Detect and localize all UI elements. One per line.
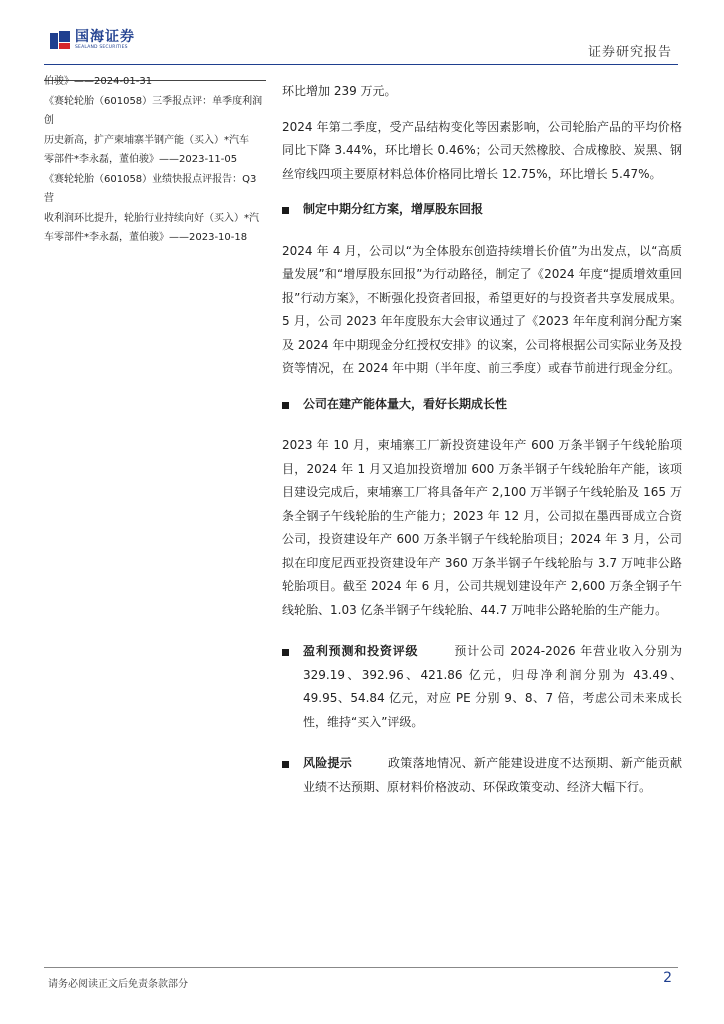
section-title: 盈利预测和投资评级 bbox=[303, 644, 419, 658]
sidebar-line: 车零部件*李永磊，董伯骏》——2023-10-18 bbox=[44, 232, 248, 243]
paragraph: 环比增加 239 万元。 bbox=[282, 84, 397, 98]
bullet-square-icon bbox=[282, 761, 289, 768]
logo-name: 国海证券 bbox=[75, 29, 135, 45]
sidebar-line: 历史新高，扩产柬埔寨半钢产能（买入）*汽车 bbox=[44, 134, 249, 146]
rating-text: 预计公司 2024-2026 年营业收入分别为 329.19、392.96、421.86 亿元，归母净利润分别为 43.49、49.95、54.84 亿元，对应 PE 分别 9、8、7 倍，考虑公司未来成长性，维持“买入”评级。 bbox=[303, 644, 682, 729]
sidebar-line: 零部件*李永磊，董伯骏》——2023-11-05 bbox=[44, 154, 238, 165]
bullet-square-icon bbox=[282, 402, 289, 409]
risk-text: 政策落地情况、新产能建设进度不达预期、新产能贡献业绩不达预期、原材料价格波动、环保政策变动、经济大幅下行。 bbox=[303, 756, 682, 794]
header-divider bbox=[44, 64, 678, 65]
risk-section bbox=[282, 752, 682, 799]
disclaimer-note: 请务必阅读正文后免责条款部分 bbox=[48, 979, 188, 990]
page-number: 2 bbox=[663, 970, 672, 986]
logo-english-name: SEALAND SECURITIES bbox=[75, 45, 128, 50]
paragraph: 2024 年 4 月，公司以“为全体股东创造持续增长价值”为出发点，以“高质量发展”和“增厚股东回报”为行动路径，制定了《2024 年度“提质增效重回报”行动方案》，不断强化投资者回报，希望更好的与投资者共享发展成果。5 月，公司 2023 年年度股东大会审议通过了《2023 年年度利润分配方案及 2024 年中期现金分红授权安排》的议案，公司将根据公司实际业务及投资等情况，在 2024 年中期（半年度、前三季度）或春节前进行现金分红。 bbox=[282, 243, 682, 375]
section-title: 制定中期分红方案，增厚股东回报 bbox=[303, 202, 484, 216]
sidebar-line: 《赛轮轮胎（601058）业绩快报点评报告：Q3 营 bbox=[44, 173, 257, 204]
bullet-square-icon bbox=[282, 649, 289, 656]
page-header bbox=[0, 0, 724, 70]
report-type-title: 证券研究报告 bbox=[587, 45, 672, 60]
company-logo bbox=[50, 30, 135, 51]
rating-section bbox=[282, 640, 682, 734]
section-title: 公司在建产能体量大，看好长期成长性 bbox=[303, 396, 508, 411]
footer-divider bbox=[44, 967, 678, 968]
logo-icon bbox=[50, 31, 70, 51]
related-reports-sidebar bbox=[44, 72, 264, 248]
section-heading bbox=[282, 198, 682, 222]
section-heading bbox=[282, 393, 682, 417]
paragraph: 2023 年 10 月，柬埔寨工厂新投资建设年产 600 万条半钢子午线轮胎项目，2024 年 1 月又追加投资增加 600 万条半钢子午线轮胎年产能，该项目建设完成后，柬埔寨工厂将具备年产 2,100 万半钢子午线轮胎及 165 万条全钢子午线轮胎的生产能力；2023 年 12 月，公司拟在墨西哥成立合资公司，投资建设年产 600 万条半钢子午线轮胎项目；2024 年 3 月，公司拟在印度尼西亚投资建设年产 360 万条半钢子午线轮胎与 3.7 万吨非公路轮胎项目。截至 2024 年 6 月，公司共规划建设年产 2,600 万条全钢子午线轮胎、1.03 亿条半钢子午线轮胎、44.7 万吨非公路轮胎的生产能力。 bbox=[282, 438, 682, 617]
sidebar-line: 伯骏》——2024-01-31 bbox=[44, 76, 153, 87]
main-content bbox=[282, 80, 682, 799]
sidebar-line: 《赛轮轮胎（601058）三季报点评：单季度利润创 bbox=[44, 95, 263, 126]
paragraph: 2024 年第二季度，受产品结构变化等因素影响，公司轮胎产品的平均价格同比下降 3.44%，环比增长 0.46%；公司天然橡胶、合成橡胶、炭黑、钢丝帘线四项主要原材料总体价格同比增长 12.75%，环比增长 5.47%。 bbox=[282, 119, 682, 181]
sidebar-line: 收利润环比提升，轮胎行业持续向好（买入）*汽 bbox=[44, 212, 259, 224]
bullet-square-icon bbox=[282, 207, 289, 214]
section-title: 风险提示 bbox=[303, 756, 353, 770]
